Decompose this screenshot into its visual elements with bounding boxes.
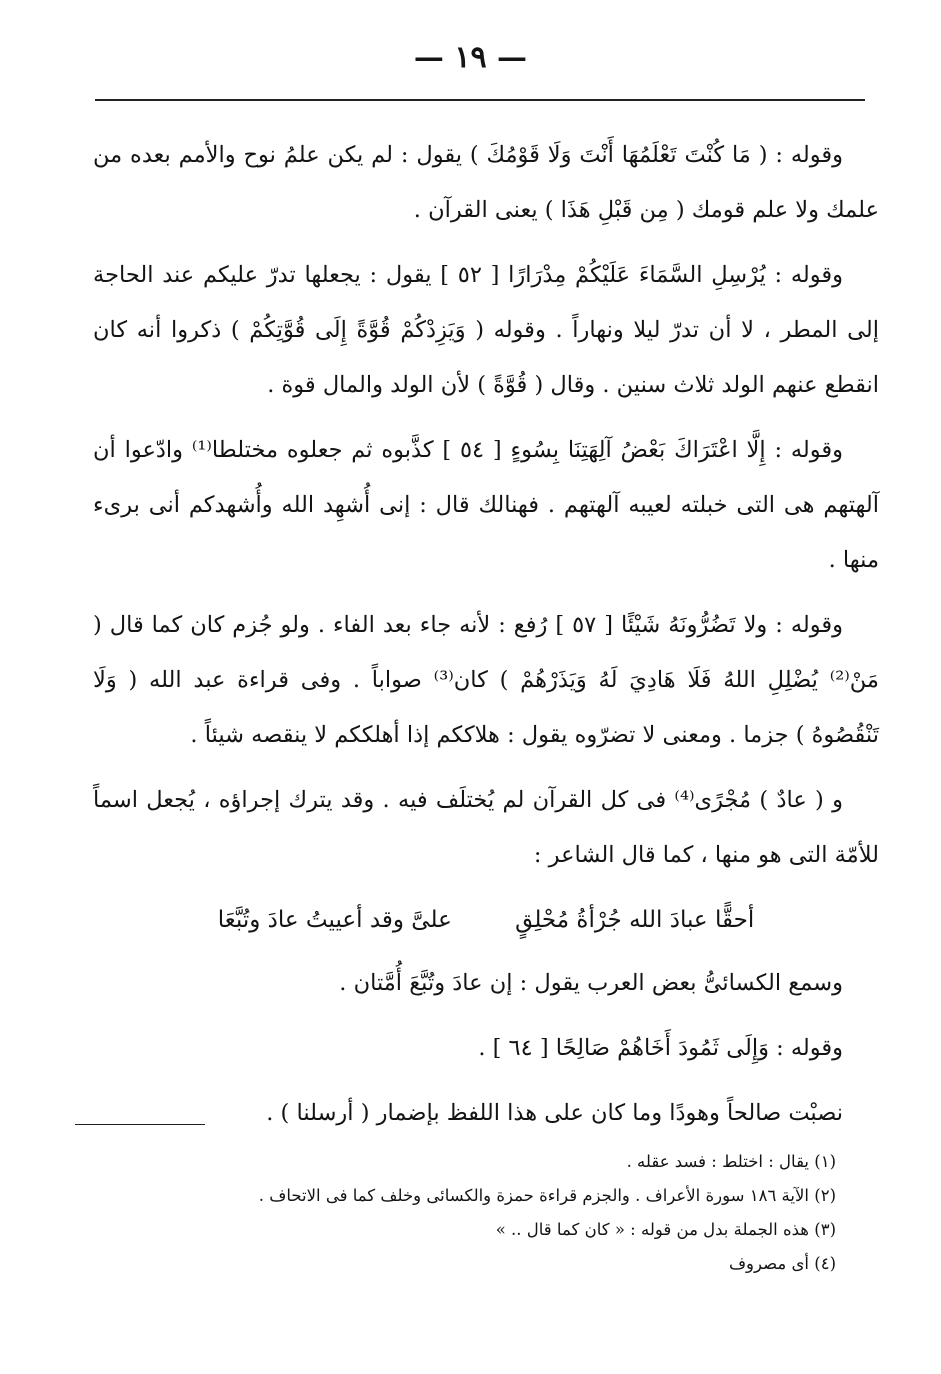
paragraph-8: نصبْت صالحاً وهودًا وما كان على هذا اللفظ بإضمار ( أرسلنا ) . — [266, 1100, 843, 1126]
page-number: — ١٩ — — [413, 40, 528, 75]
paragraph-1: وقوله : ( مَا كُنْتَ تَعْلَمُهَا أَنْتَ وَلَا قَوْمُكَ ) يقول : لم يكن علمُ نوح والأمم بعده من علمك ولا علم قومك ( مِن قَبْلِ هَذَا ) يعنى القرآن . — [93, 142, 879, 223]
paragraph-4: وقوله : ولا تَضُرُّونَهُ شَيْئًا [ ٥٧ ] رُفع : لأنه جاء بعد الفاء . ولو جُزم كان كما قال ( مَنْ⁽²⁾ يُضْلِلِ اللهُ فَلَا هَادِيَ لَهُ وَيَذَرْهُمْ ) كان⁽³⁾ صواباً . وفى قراءة عبد الله ( وَلَا تَنْقُصُوهُ ) جزما . ومعنى لا تضرّوه يقول : هلاككم إذا أهلككم لا ينقصه شيئاً . — [93, 612, 879, 748]
footnote-rule — [75, 1124, 205, 1125]
main-text — [93, 128, 879, 1151]
footnotes — [116, 1145, 836, 1281]
paragraph-2: وقوله : يُرْسِلِ السَّمَاءَ عَلَيْكُمْ مِدْرَارًا [ ٥٢ ] يقول : يجعلها تدرّ عليكم عند الحاجة إلى المطر ، لا أن تدرّ ليلا ونهاراً . وقوله ( وَيَزِدْكُمْ قُوَّةً إِلَى قُوَّتِكُمْ ) ذكروا أنه كان انقطع عنهم الولد ثلاث سنين . وقال ( قُوَّةً ) لأن الولد والمال قوة . — [93, 262, 879, 398]
footnote-2: (٢) الآية ١٨٦ سورة الأعراف . والجزم قراءة حمزة والكسائى وخلف كما فى الاتحاف . — [258, 1186, 836, 1205]
paragraph-7: وقوله : وَإِلَى ثَمُودَ أَخَاهُمْ صَالِحًا [ ٦٤ ] . — [478, 1035, 843, 1061]
footnote-4: (٤) أى مصروف — [728, 1254, 836, 1273]
header-rule — [95, 99, 865, 101]
footnote-1: (١) يقال : اختلط : فسد عقله . — [626, 1152, 836, 1171]
footnote-3: (٣) هذه الجملة بدل من قوله : « كان كما قال .. » — [495, 1220, 836, 1239]
poetry-verse — [93, 893, 879, 948]
paragraph-3: وقوله : إِلَّا اعْتَرَاكَ بَعْضُ آلِهَتِنَا بِسُوءٍ [ ٥٤ ] كذَّبوه ثم جعلوه مختلطا⁽¹⁾ وادّعوا أن آلهتهم هى التى خبلته لعيبه آلهتهم . فهنالك قال : إنى أُشهِد الله وأُشهدكم أنى برىء منها . — [93, 437, 879, 573]
paragraph-5: و ( عادٌ ) مُجْرًى⁽⁴⁾ فى كل القرآن لم يُختلَف فيه . وقد يترك إجراؤه ، يُجعل اسماً للأمّة التى هو منها ، كما قال الشاعر : — [93, 787, 879, 868]
verse-second-hemistich: علىَّ وقد أعييتُ عادَ وتُبَّعَا — [217, 907, 452, 933]
paragraph-6: وسمع الكسائىُّ بعض العرب يقول : إن عادَ وتُبَّعَ أُمَّتان . — [339, 970, 843, 996]
verse-first-hemistich: أحقًّا عبادَ الله جُرْأةُ مُحْلِقٍ — [515, 907, 755, 933]
